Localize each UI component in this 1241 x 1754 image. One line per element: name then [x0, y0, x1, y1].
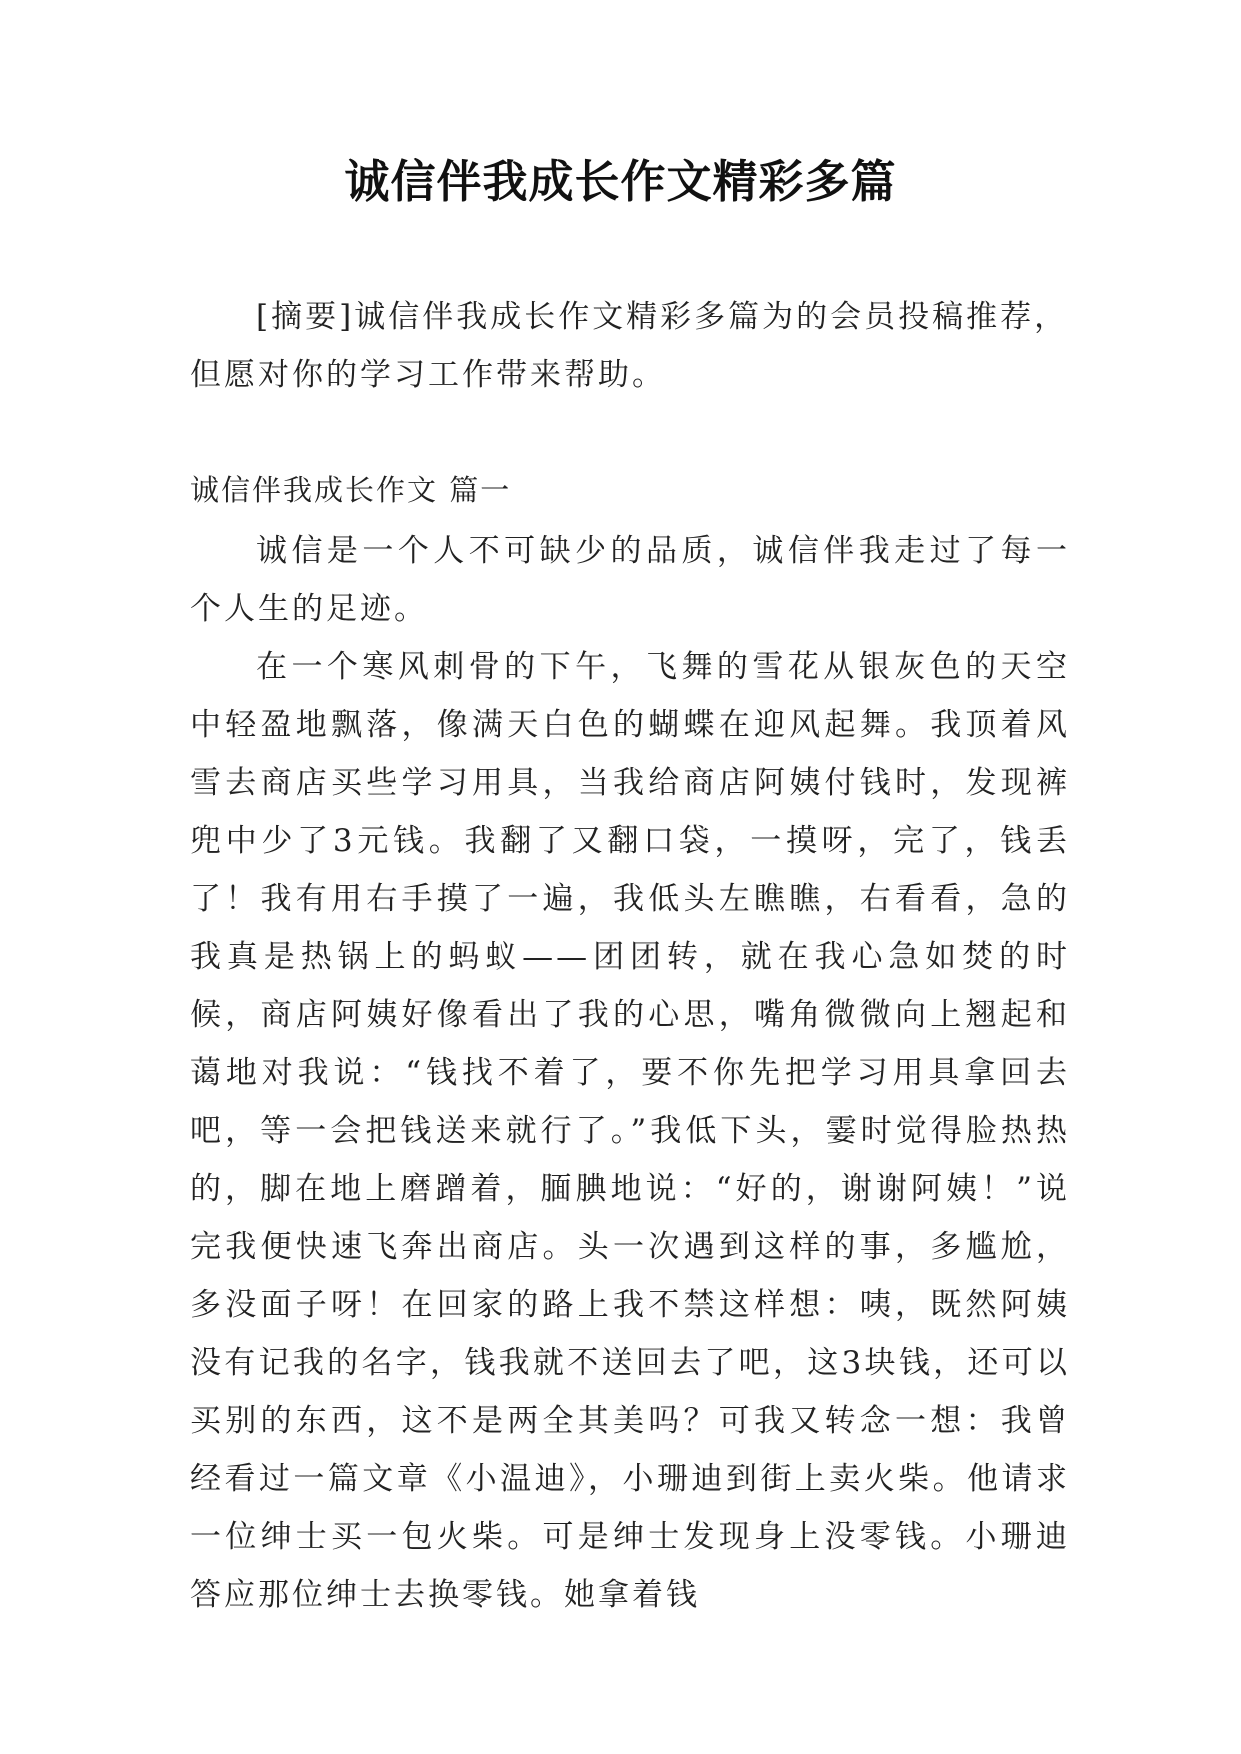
essay-paragraph-1: 诚信是一个人不可缺少的品质，诚信伴我走过了每一个人生的足迹。	[190, 533, 1070, 627]
section-heading: 诚信伴我成长作文 篇一	[190, 473, 512, 507]
essay-body	[190, 522, 1070, 1624]
document-title: 诚信伴我成长作文精彩多篇	[344, 155, 897, 208]
essay-paragraph-2: 在一个寒风刺骨的下午，飞舞的雪花从银灰色的天空中轻盈地飘落，像满天白色的蝴蝶在迎风起舞。我顶着风雪去商店买些学习用具，当我给商店阿姨付钱时，发现裤兜中少了3元钱。我翻了又翻口袋，一摸呀，完了，钱丢了！我有用右手摸了一遍，我低头左瞧瞧，右看看，急的我真是热锅上的蚂蚁——团团转，就在我心急如焚的时候，商店阿姨好像看出了我的心思，嘴角微微向上翘起和蔼地对我说：“钱找不着了，要不你先把学习用具拿回去吧，等一会把钱送来就行了。”我低下头，霎时觉得脸热热的，脚在地上磨蹭着，腼腆地说：“好的，谢谢阿姨！”说完我便快速飞奔出商店。头一次遇到这样的事，多尴尬，多没面子呀！在回家的路上我不禁这样想：咦，既然阿姨没有记我的名字，钱我就不送回去了吧，这3块钱，还可以买别的东西，这不是两全其美吗？可我又转念一想：我曾经看过一篇文章《小温迪》，小珊迪到街上卖火柴。他请求一位绅士买一包火柴。可是绅士发现身上没零钱。小珊迪答应那位绅士去换零钱。她拿着钱	[190, 649, 1070, 1613]
abstract-paragraph: [摘要]诚信伴我成长作文精彩多篇为的会员投稿推荐，但愿对你的学习工作带来帮助。	[190, 299, 1069, 393]
